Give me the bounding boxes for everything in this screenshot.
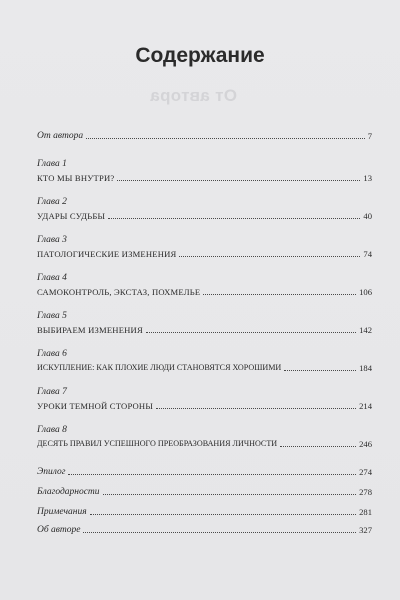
toc-entry-chapter-2 bbox=[37, 208, 372, 222]
chapter-label: Глава 5 bbox=[37, 311, 67, 321]
toc-entry-label: Благодарности bbox=[37, 487, 100, 497]
dot-leader bbox=[203, 293, 356, 295]
toc-entry-page: 278 bbox=[359, 487, 372, 497]
toc-entry-page: 13 bbox=[363, 173, 372, 183]
toc-entry-page: 7 bbox=[367, 131, 372, 141]
toc-entry-chapter-6 bbox=[37, 360, 372, 374]
toc-entry-about-author bbox=[37, 522, 372, 536]
toc-entry-label: ВЫБИРАЕМ ИЗМЕНЕНИЯ bbox=[37, 325, 143, 335]
bleed-through-text: От автора bbox=[150, 86, 237, 105]
toc-entry-page: 214 bbox=[359, 401, 372, 411]
toc-entry-chapter-1 bbox=[37, 170, 372, 184]
dot-leader bbox=[103, 493, 357, 495]
toc-entry-label: ДЕСЯТЬ ПРАВИЛ УСПЕШНОГО ПРЕОБРАЗОВАНИЯ ЛИЧНОСТИ bbox=[37, 439, 278, 448]
toc-entry-chapter-3 bbox=[37, 246, 372, 260]
dot-leader bbox=[83, 531, 356, 533]
toc-entry-chapter-7 bbox=[37, 398, 372, 412]
toc-entry-label: Об авторе bbox=[37, 525, 81, 535]
toc-entry-page: 246 bbox=[359, 439, 372, 449]
toc-entry-page: 40 bbox=[363, 211, 372, 221]
dot-leader bbox=[146, 331, 356, 333]
dot-leader bbox=[108, 217, 360, 219]
toc-entry-label: Примечания bbox=[37, 507, 87, 517]
toc-entry-page: 74 bbox=[363, 249, 372, 259]
toc-entry-label: От автора bbox=[37, 131, 84, 141]
toc-entry-label: Эпилог bbox=[37, 467, 66, 477]
dot-leader bbox=[90, 513, 356, 515]
toc-entry-page: 281 bbox=[359, 507, 372, 517]
toc-entry-chapter-4 bbox=[37, 284, 372, 298]
chapter-label: Глава 3 bbox=[37, 235, 67, 245]
chapter-label: Глава 7 bbox=[37, 387, 67, 397]
toc-entry-label: САМОКОНТРОЛЬ, ЭКСТАЗ, ПОХМЕЛЬЕ bbox=[37, 287, 201, 297]
toc-entry-page: 184 bbox=[359, 363, 372, 373]
toc-entry-acknowledgements bbox=[37, 484, 372, 498]
toc-entry-notes bbox=[37, 504, 372, 518]
toc-entry-page: 106 bbox=[359, 287, 372, 297]
dot-leader bbox=[117, 179, 360, 181]
toc-entry-label: ИСКУПЛЕНИЕ: КАК ПЛОХИЕ ЛЮДИ СТАНОВЯТСЯ ХОРОШИМИ bbox=[37, 363, 282, 372]
toc-entry-page: 142 bbox=[359, 325, 372, 335]
toc-entry-page: 274 bbox=[359, 467, 372, 477]
toc-entry-epilogue bbox=[37, 464, 372, 478]
toc-entry-label: ПАТОЛОГИЧЕСКИЕ ИЗМЕНЕНИЯ bbox=[37, 249, 177, 259]
toc-entry-chapter-8 bbox=[37, 436, 372, 450]
chapter-label: Глава 2 bbox=[37, 197, 67, 207]
chapter-label: Глава 6 bbox=[37, 349, 67, 359]
chapter-label: Глава 4 bbox=[37, 273, 67, 283]
dot-leader bbox=[284, 369, 356, 371]
dot-leader bbox=[68, 473, 356, 475]
toc-entry-label: УРОКИ ТЕМНОЙ СТОРОНЫ bbox=[37, 401, 154, 411]
toc-entry-label: КТО МЫ ВНУТРИ? bbox=[37, 173, 115, 183]
dot-leader bbox=[86, 137, 365, 139]
page-title: Содержание bbox=[135, 44, 265, 67]
dot-leader bbox=[156, 407, 356, 409]
chapter-label: Глава 1 bbox=[37, 159, 67, 169]
toc-entry-page: 327 bbox=[359, 525, 372, 535]
toc-entry-from-author bbox=[37, 128, 372, 142]
dot-leader bbox=[179, 255, 360, 257]
dot-leader bbox=[280, 445, 356, 447]
toc-entry-chapter-5 bbox=[37, 322, 372, 336]
chapter-label: Глава 8 bbox=[37, 425, 67, 435]
toc-entry-label: УДАРЫ СУДЬБЫ bbox=[37, 211, 106, 221]
